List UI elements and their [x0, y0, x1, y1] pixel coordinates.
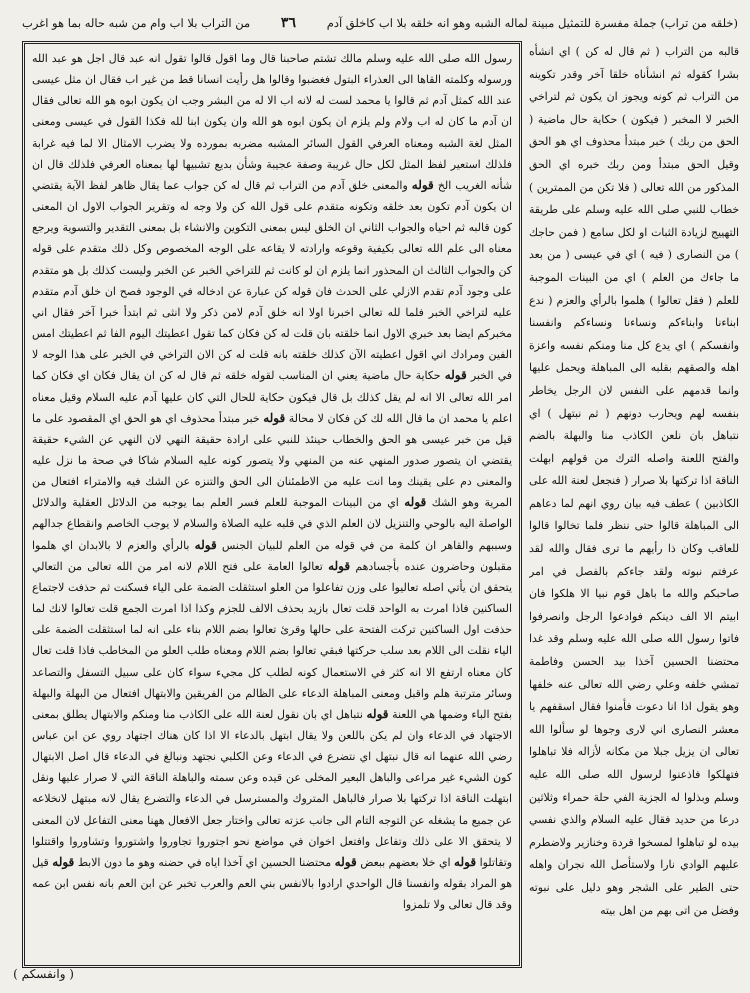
header-right-text: (خلقه من تراب) جملة مفسرة للتمثيل مبينة لماله الشبه وهو انه خلقه بلا اب كاخلق آدم [326, 16, 738, 30]
page-number: ٣٦ [280, 15, 296, 31]
qawl-marker: قوله [328, 558, 351, 573]
commentary-text [25, 44, 519, 919]
commentary-passage: اي من البينات الموجبة للعلم فسر العلم بما يوجبه من الدلائل العقلية والدلائل الواصلة اليه بالوحي والتنزيل لان العلم الذي في قلبه عليه الصلاة والسلام لا يوجب الخاصم وانقطاع جدالهم وسببهم والقاهر ان كلمة من في قوله من العلم للبيان الجنس [32, 496, 512, 552]
commentary-passage: حكاية حال ماضية يعني ان المناسب لقوله خلقه ثم قال له كن ان يقال فكان اي فكان كما امر الله تعالى الا انه لم يقل كذلك بل قال فيكون حكاية للحال التي كان عليها آدم عليه السلام وقيل معناه اعلم يا محمد ان ما قال الله لك كن فكان لا محالة [32, 369, 512, 425]
qawl-marker: قوله [404, 495, 427, 510]
commentary-passage: تعالوا العامة على فتح اللام لانه امر من الله تعالى من التعالي يتحقق ان يأتي اصله تعاليوا على وزن تفاعلوا من العلو استثقلت الضمة على الياء فسكنت ثم حذفت لاجتماع الساكنين فاذا امرت به الواحد قلت تعال بازيد بحذف الالف للجزم وكذا اذا امرت الجمع قلت تعالوا لانك لما حذفت اول الساكنين تركت الفتحة على حالها وقرئ تعالوا بضم اللام بناء على انه لما استثقلت الضمة على الياء نقلت الى اللام بعد سلب حركتها فبقي تعالوا بضم اللام ومعناه طلب العلو من المخاطب فاذا قلت تعال كان معناه ارتفع الا انه كثر في الاستعمال كونه لطلب كل مجيء سواء كان على سبيل التسفل والتصاعد وسائر مترتبة هلم واقبل ومعنى المباهلة الدعاء على الظالم من الفريقين والابتهال افتعال من البهلة والبهلة بفتح الباء وضمها هي اللعنة [32, 559, 512, 721]
commentary-passage: محتضنا الحسين اي آخذا اياه في حضنه وهو ما دون الابط [74, 855, 335, 869]
page-header [22, 10, 738, 36]
header-left-text: من التراب بلا اب وام من شبه حاله بما هو اغرب [22, 16, 251, 30]
qawl-marker: قوله [263, 410, 286, 425]
qawl-marker: قوله [52, 854, 75, 869]
qawl-marker: قوله [444, 368, 467, 383]
margin-text: قالبه من التراب ( ثم قال له كن ) اي انشأه بشرا كقوله ثم انشأناه خلقا آخر وقدر تكوينه من التراب ثم كونه ويجوز ان يكون ثم لتراخي الخبر لا المخبر ( فيكون ) حكاية حال ماضية ( الحق من ربك ) خبر مبتدأ محذوف اي هو الحق وقيل الحق مبتدأ ومن ربك خبره اي الحق المذكور من الله تعالى ( فلا تكن من الممترين ) خطاب للنبي صلى الله عليه وسلم على طريقة التهييج لزيادة الثبات او لكل سامع ( فمن حاجك ) من النصارى ( فيه ) اي في عيسى ( من بعد ما جاءك من العلم ) اي من البينات الموجبة للعلم ( فقل تعالوا ) هلموا بالرأي والعزم ( ندع ابناءنا وابناءكم ونساءنا ونساءكم وانفسنا وانفسكم ) اي يدع كل منا ومنكم نفسه واعزة اهله والصقهم بقلبه الى المباهلة ويحمل عليها وانما قدمهم على النفس لان الرجل يخاطر بنفسه لهم ويحارب دونهم ( ثم نبتهل ) اي نتباهل بان نلعن الكاذب منا والبهلة بالضم والفتح اللعنة واصله الترك من قولهم ابهلت الناقة اذا تركتها بلا صرار ( فنجعل لعنة الله على الكاذبين ) عطف فيه بيان روي انهم لما دعاهم الى المباهلة قالوا حتى ننظر فلما تخالوا قالوا للعاقب وكان ذا رأيهم ما ترى فقال والله لقد عرفتم نبوته ولقد جاءكم بالفصل في امر صاحبكم والله ما باهل قوم نبيا الا هلكوا فان ابيتم الا الف دينكم فوادعوا الرجل وانصرفوا فاتوا رسول الله صلى الله عليه وسلم وقد غدا محتضنا الحسين آخذا بيد الحسن وفاطمة تمشي خلفه وعلي رضي الله تعالى عنه خلفها وهو يقول اذا انا دعوت فأمنوا فقال اسقفهم يا معشر النصارى اني لارى وجوها لو سألوا الله تعالى ان يزيل جبلا من مكانه لأزاله فلا تباهلوا فتهلكوا فاذعنوا لرسول الله صلى الله عليه وسلم وبذلوا له الجزية الفي حلة حمراء وثلاثين درعا من حديد فقال عليه السلام والذي نفسي بيده لو تباهلوا لمسخوا قردة وخنازير ولاضطرم عليهم الوادي نارا ولاستأصل الله نجران واهله حتى الطير على الشجر وهو دليل على نبوته وفضل من اتى بهم من اهل بيته [529, 45, 739, 917]
commentary-passage: اي خلا بعضهم ببعض [356, 855, 455, 869]
qawl-marker: قوله [194, 537, 217, 552]
qawl-marker: قوله [454, 854, 477, 869]
commentary-passage: والمعنى خلق آدم من التراب ثم قال له كن جواب عما يقال ظاهر لفظ الآية يقتضي ان يكون آدم تكون بعد خلقه وتكونه متقدم على قول الله كن ولا وجه له وتقرير الجواب الاول ان المعنى كون قالبه ثم احياه والجواب الثاني ان الخلق ليس بمعنى التكوين والانشاء بل بمعنى التقدير والتسوية ويرجع معناه الى علم الله تعالى بكيفية وقوعه وارادته لا يقاعه على الوجه المخصوص وكل ذلك متقدم على قوله كن والجواب الثالث ان المحذور انما يلزم ان لو كانت ثم للتراخي الخبر عن الخبر وليست كذلك بل هو متقدم على وجود آدم تقدم الازلي على الحدث فان قوله كن عبارة عن ادخاله في الوجود فصح ان خلق آدم متقدم عليه لتراخي الخبر فلما لله تعالى اخبرنا اولا انه خلق آدم لامن ذكر ولا انثى ثم ابتدأ خبرا آخر فقال اني مخبركم ايضا بعد خبري الاول انما خلقته بان قلت له كن فكان كما تقول اعطيتك اليوم الفا ثم اعطيتك امس الفين ومرادك اني اقول اعطيته الآن كذلك خلقته بانه قلت له كن الان التراخي في الخبر على هذا الوجه لا في الخبر [32, 178, 512, 383]
commentary-passage: قيل هو المراد بقوله وانفسنا قال الواحدي ارادوا بالانفس بني العم والعرب تخبر عن ابن العم بانه نفس ابن عمه وقد قال تعالى ولا تلمزوا [32, 855, 512, 912]
commentary-passage: نتباهل اي بان نقول لعنة الله على الكاذب منا ومنكم والابتهال يطلق بمعنى الاجتهاد في الدعاء وان لم يكن باللعن ولا يقال ابتهل بالدعاء الا اذا كان هناك اجتهاد روي عن ابن عباس رضي الله عنهما انه قال نبتهل اي نتضرع في الدعاء وعن الكلبي نجتهد ونبالغ في الدعاء قال اصل الابتهال كون الشيء غير مراعى والباهل البعير المخلى عن قيده وعن سمته والباهلة الناقة التي لا صرار عليها ونقل ابتهلت الناقة اذا تركتها بلا صرار فالباهل المتروك والمسترسل في الدعاء والتضرع يقال لانه مبتهل لانخلاعه عن جميع ما يشغله عن التوجه التام الى جانب عزته تعالى واختار جعل الافعال ههنا معنى التفاعل لان المعنى لا يتحقق الا على ذلك وتفاعل وافتعل اخوان في مواضع نحو اجتوروا تجاوروا واشتوروا وتشاوروا واقتتلوا وتقاتلوا [32, 707, 512, 869]
qawl-marker: قوله [411, 177, 434, 192]
commentary-passage: رسول الله صلى الله عليه وسلم مالك تشتم صاحبنا قال وما اقول قالوا تقول انه عبد قال اجل هو عبد الله ورسوله وكلمته القاها الى العذراء البتول فغضبوا وقالوا هل رأيت انسانا قط من غير اب فقال ان مثل عيسى عند الله كمثل آدم ثم قالوا يا محمد لست له لانه اب الا له من البشر وجب ان يكون ابوه هو الله تعالى فقال ان آدم ما كان له اب ولام ولم يلزم ان يكون ابوه هو الله وان يكون ابنا لله فكذا القول في عيسى ومعنى المثل لغة الشبه ومعناه العرفي القول السائر المشبه مضربه بمورده ولا يضرب الامثال الا لما فيه غرابة فلذلك استعير لفظ المثل لكل حال غريبة وصفة عجيبة وشأن بديع تشبيها لها بمعناه العرفي فلذلك قال ان شأنه الغريب الخ [32, 52, 512, 192]
catchword: ( وانفسكم ) [13, 967, 74, 981]
commentary-passage: بالرأي والعزم لا بالابدان اي هلموا مقبلون وحاضرون عنده بأجسادهم [32, 538, 512, 573]
qawl-marker: قوله [334, 854, 357, 869]
commentary-frame [22, 41, 522, 968]
qawl-marker: قوله [366, 706, 389, 721]
commentary-passage: خبر مبتدأ محذوف اي هو الحق اي المقصود على ما قيل من خبر عيسى هو الحق والخطاب حينئذ للنبي على ارادة حقيقة النهي لان النهي عن الشيء حقيقة يقتضي ان يتصور صدور المنهي عنه من المنهي ولا يتصور كونه عليه السلام شاكا في صحة ما نزل عليه والمعنى دم على يقينك وما انت عليه من الاطمئنان الى الحق والتنزه عن الشك فيه والامتراء افتعال من المرية وهو الشك [32, 411, 512, 510]
